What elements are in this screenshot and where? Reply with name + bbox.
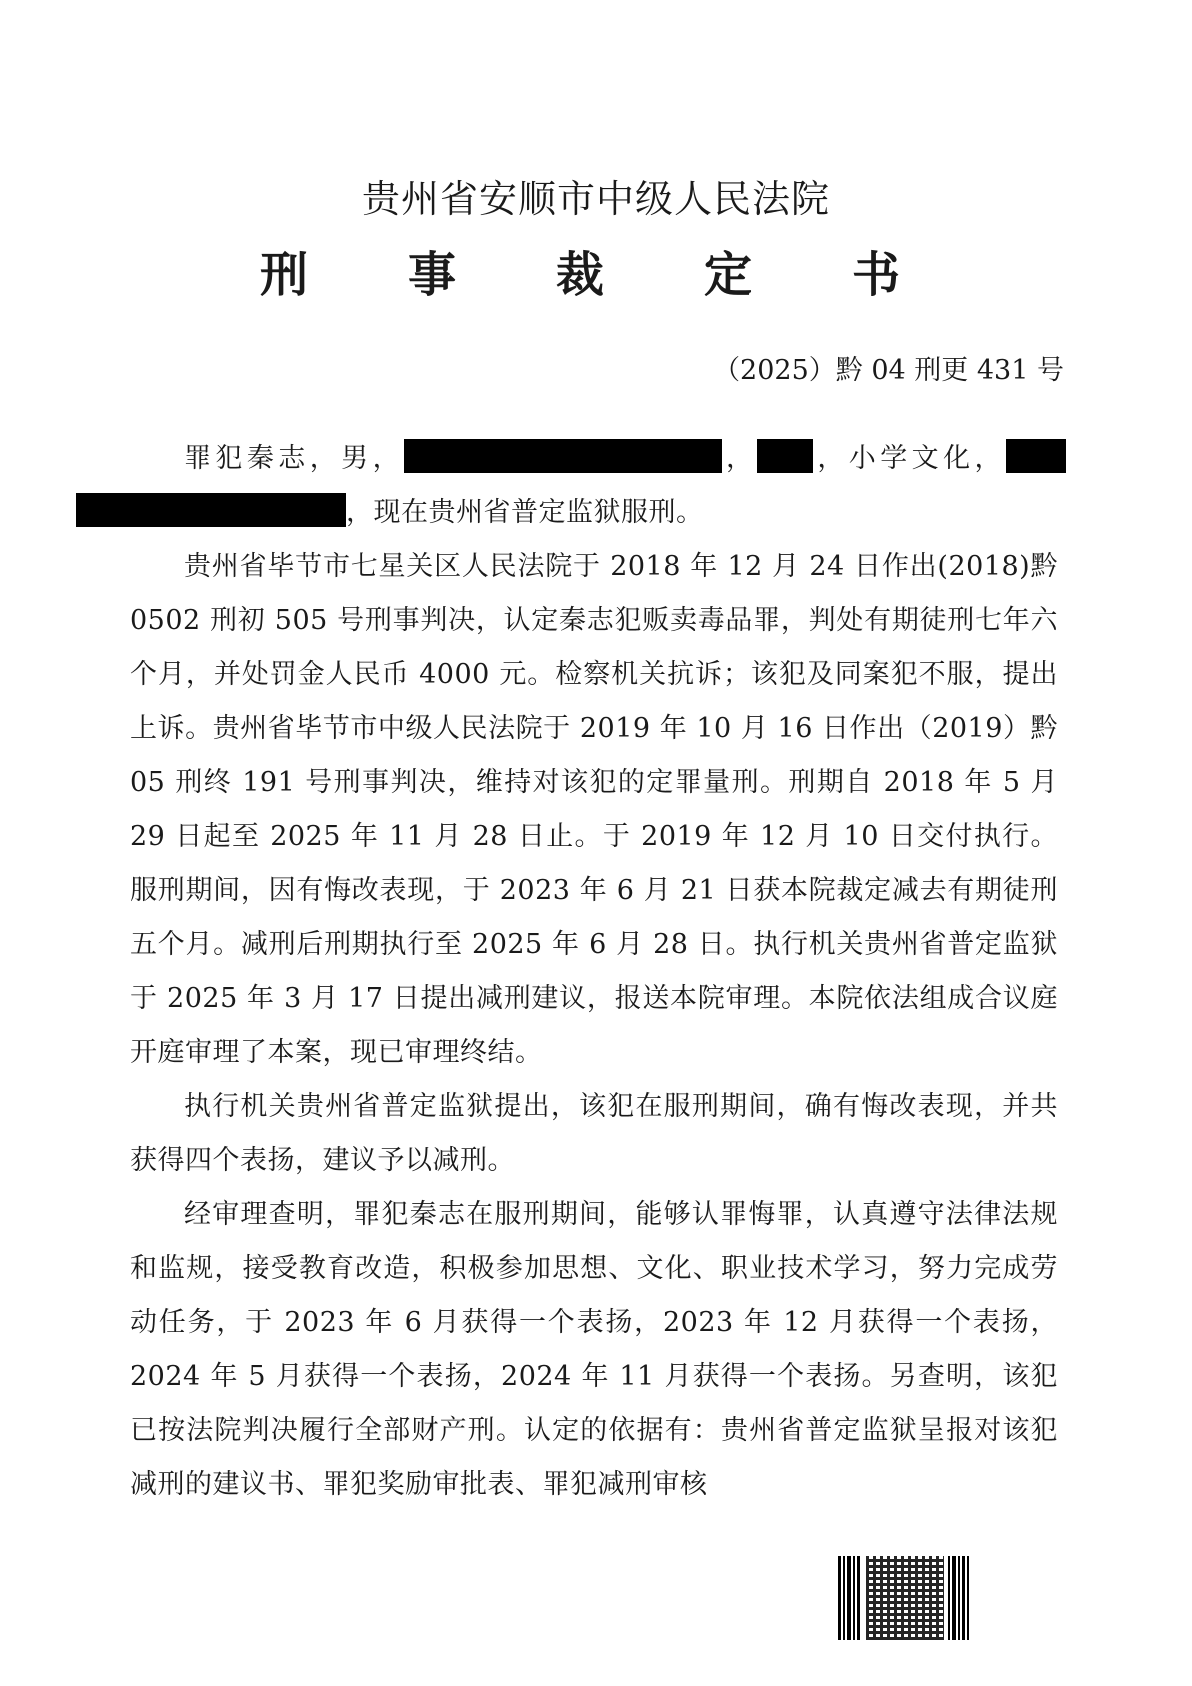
barcode-bars-left — [838, 1556, 862, 1640]
redaction-block — [1006, 439, 1066, 473]
text-segment: ，小学文化， — [813, 443, 1006, 474]
paragraph-findings: 经审理查明，罪犯秦志在服刑期间，能够认罪悔罪，认真遵守法律法规和监规，接受教育改造，积极参加思想、文化、职业技术学习，努力完成劳动任务，于 2023 年 6 月获得一个表扬，2023 年 12 月获得一个表扬，2024 年 5 月获得一个表扬，2024 年 11 月获得一个表扬。另查明，该犯已按法院判决履行全部财产刑。认定的依据有：贵州省普定监狱呈报对该犯减刑的建议书、罪犯奖励审批表、罪犯减刑审核 — [130, 1199, 1058, 1500]
barcode — [838, 1556, 990, 1640]
title-char: 裁 — [555, 247, 604, 303]
paragraph-offender-info — [130, 432, 1058, 540]
text-segment: ， — [722, 443, 758, 474]
case-number: （2025）黔 04 刑更 431 号 — [713, 355, 1064, 386]
court-name: 贵州省安顺市中级人民法院 — [361, 177, 830, 221]
text-segment: ，现在贵州省普定监狱服刑。 — [346, 497, 704, 528]
qr-code — [866, 1556, 944, 1640]
redaction-block — [404, 439, 722, 473]
title-char: 定 — [703, 247, 752, 303]
redaction-block — [76, 493, 346, 527]
text-segment: 罪犯秦志，男， — [184, 443, 405, 474]
document-body — [130, 432, 1058, 1512]
document-title — [260, 236, 900, 305]
redaction-block — [757, 439, 813, 473]
title-char: 书 — [851, 247, 900, 303]
barcode-bars-right — [948, 1556, 971, 1640]
title-char: 刑 — [260, 247, 309, 303]
title-char: 事 — [407, 247, 456, 303]
paragraph-proposal: 执行机关贵州省普定监狱提出，该犯在服刑期间，确有悔改表现，并共获得四个表扬，建议予以减刑。 — [130, 1091, 1058, 1176]
paragraph-case-history: 贵州省毕节市七星关区人民法院于 2018 年 12 月 24 日作出(2018)黔 0502 刑初 505 号刑事判决，认定秦志犯贩卖毒品罪，判处有期徒刑七年六个月，并处罚金人民币 4000 元。检察机关抗诉；该犯及同案犯不服，提出上诉。贵州省毕节市中级人民法院于 2019 年 10 月 16 日作出（2019）黔 05 刑终 191 号刑事判决，维持对该犯的定罪量刑。刑期自 2018 年 5 月 29 日起至 2025 年 11 月 28 日止。于 2019 年 12 月 10 日交付执行。服刑期间，因有悔改表现，于 2023 年 6 月 21 日获本院裁定减去有期徒刑五个月。减刑后刑期执行至 2025 年 6 月 28 日。执行机关贵州省普定监狱于 2025 年 3 月 17 日提出减刑建议，报送本院审理。本院依法组成合议庭开庭审理了本案，现已审理终结。 — [130, 551, 1058, 1068]
